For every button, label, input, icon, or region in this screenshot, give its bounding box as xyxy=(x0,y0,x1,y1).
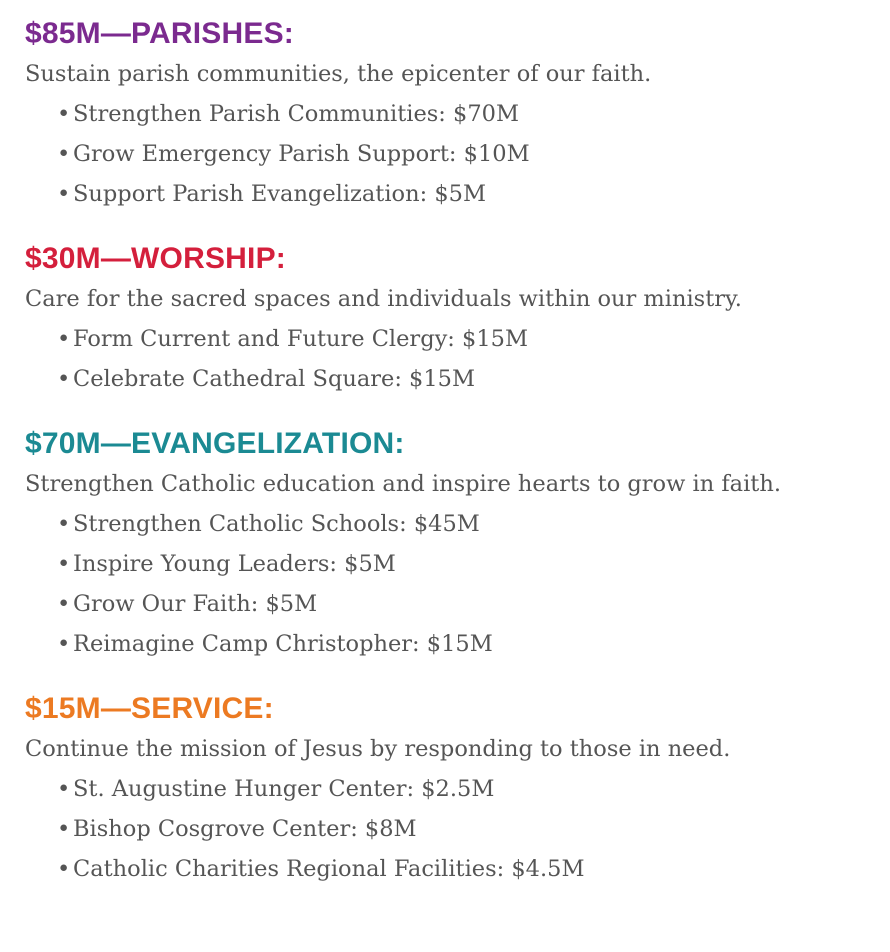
list-item xyxy=(57,849,885,889)
section-heading: $30M—WORSHIP: xyxy=(25,242,286,275)
section-heading: $15M—SERVICE: xyxy=(25,692,274,725)
bullet-icon: • xyxy=(57,101,71,127)
section-description: Strengthen Catholic education and inspire hearts to grow in faith. xyxy=(25,471,781,497)
bullet-icon: • xyxy=(57,181,71,207)
section-description: Continue the mission of Jesus by responding to those in need. xyxy=(25,736,731,762)
list-item xyxy=(57,174,885,214)
bullet-icon: • xyxy=(57,141,71,167)
item-text: Form Current and Future Clergy: $15M xyxy=(73,326,529,352)
item-text: Support Parish Evangelization: $5M xyxy=(73,181,486,207)
list-item xyxy=(57,769,885,809)
section-heading: $70M—EVANGELIZATION: xyxy=(25,427,405,460)
list-item xyxy=(57,134,885,174)
bullet-icon: • xyxy=(57,816,71,842)
bullet-icon: • xyxy=(57,631,71,657)
section-service xyxy=(25,689,885,889)
item-text: Grow Emergency Parish Support: $10M xyxy=(73,141,530,167)
list-item xyxy=(57,504,885,544)
list-item xyxy=(57,94,885,134)
bullet-icon: • xyxy=(57,591,71,617)
bullet-icon: • xyxy=(57,366,71,392)
bullet-icon: • xyxy=(57,856,71,882)
section-evangelization xyxy=(25,424,885,664)
item-text: Bishop Cosgrove Center: $8M xyxy=(73,816,417,842)
list-item xyxy=(57,809,885,849)
section-item-list xyxy=(25,319,885,399)
section-item-list xyxy=(25,94,885,214)
item-text: Strengthen Parish Communities: $70M xyxy=(73,101,520,127)
section-item-list xyxy=(25,769,885,889)
campaign-allocation-document xyxy=(25,14,885,914)
list-item xyxy=(57,584,885,624)
section-description: Sustain parish communities, the epicenter of our faith. xyxy=(25,61,652,87)
list-item xyxy=(57,319,885,359)
item-text: Strengthen Catholic Schools: $45M xyxy=(73,511,480,537)
section-item-list xyxy=(25,504,885,664)
bullet-icon: • xyxy=(57,326,71,352)
bullet-icon: • xyxy=(57,776,71,802)
item-text: St. Augustine Hunger Center: $2.5M xyxy=(73,776,495,802)
bullet-icon: • xyxy=(57,511,71,537)
section-parishes xyxy=(25,14,885,214)
section-description: Care for the sacred spaces and individuals within our ministry. xyxy=(25,286,742,312)
section-heading: $85M—PARISHES: xyxy=(25,17,294,50)
item-text: Grow Our Faith: $5M xyxy=(73,591,318,617)
item-text: Catholic Charities Regional Facilities: $4.5M xyxy=(73,856,585,882)
item-text: Celebrate Cathedral Square: $15M xyxy=(73,366,476,392)
item-text: Reimagine Camp Christopher: $15M xyxy=(73,631,493,657)
list-item xyxy=(57,544,885,584)
item-text: Inspire Young Leaders: $5M xyxy=(73,551,396,577)
list-item xyxy=(57,359,885,399)
section-worship xyxy=(25,239,885,399)
list-item xyxy=(57,624,885,664)
bullet-icon: • xyxy=(57,551,71,577)
